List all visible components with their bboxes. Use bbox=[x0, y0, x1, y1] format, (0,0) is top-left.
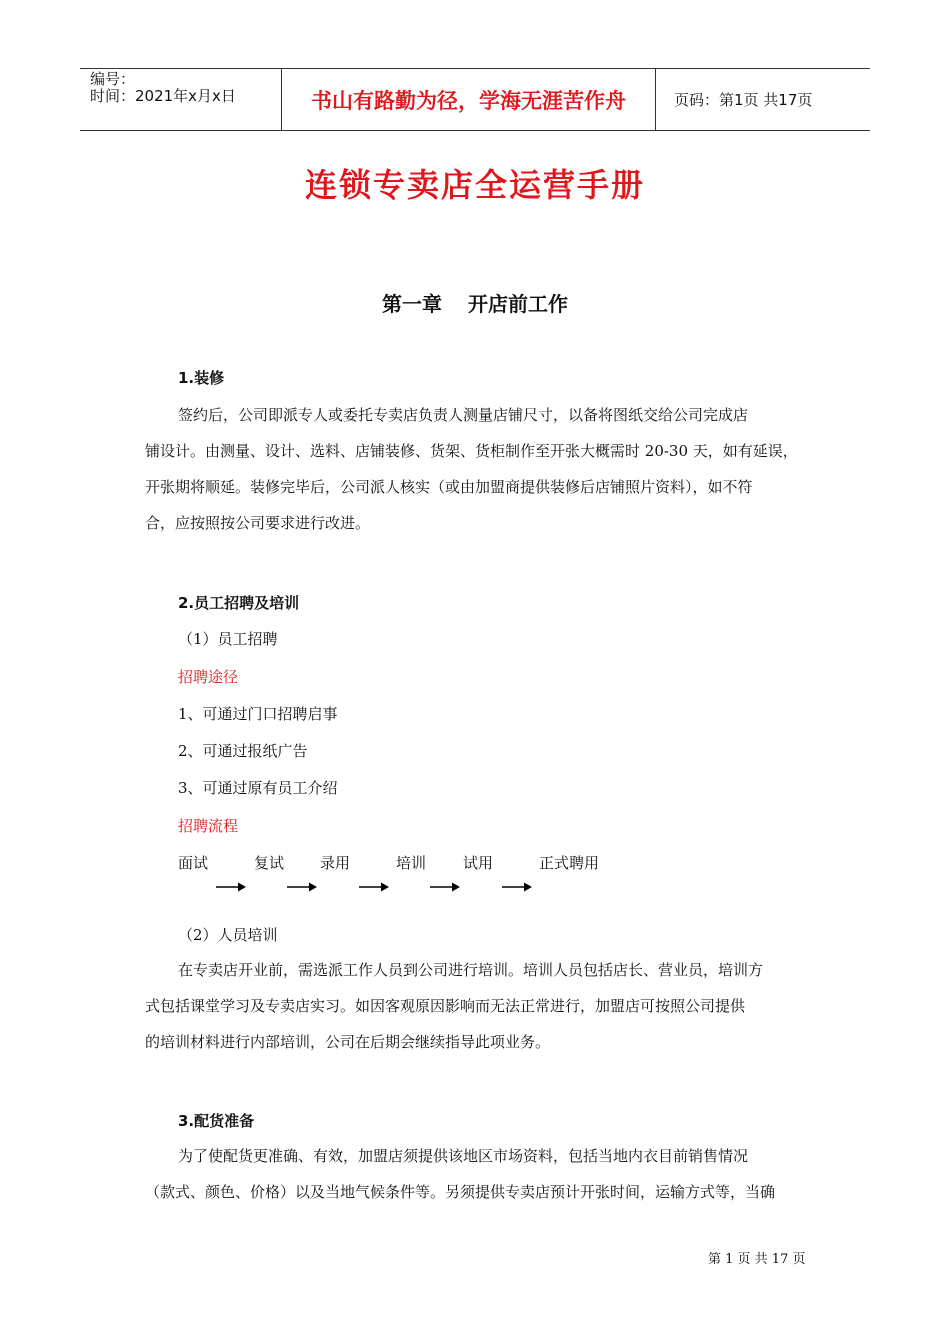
flow-step: 培训 bbox=[396, 854, 427, 872]
section-training-body bbox=[145, 952, 815, 1060]
chapter-number: 第一章 bbox=[382, 292, 442, 316]
flow-arrow-icon bbox=[502, 881, 532, 893]
flow-step: 录用 bbox=[320, 854, 351, 872]
recruitment-process-title: 招聘流程 bbox=[178, 817, 239, 835]
flow-arrow-icon bbox=[430, 881, 460, 893]
paragraph-line: 在专卖店开业前，需选派工作人员到公司进行培训。培训人员包括店长、营业员，培训方 bbox=[178, 961, 764, 979]
paragraph-line: 铺设计。由测量、设计、选料、店铺装修、货架、货柜制作至开张大概需时 20-30 天，如有延误， bbox=[145, 442, 798, 460]
paragraph-line: 合，应按照按公司要求进行改进。 bbox=[145, 514, 371, 532]
section-heading-staff: 2.员工招聘及培训 bbox=[178, 594, 300, 612]
recruitment-channels-title: 招聘途径 bbox=[178, 668, 239, 686]
subsection-recruitment: （1）员工招聘 bbox=[178, 630, 278, 648]
subsection-training: （2）人员培训 bbox=[178, 926, 278, 944]
section-heading-stock: 3.配货准备 bbox=[178, 1112, 255, 1130]
header-motto: 书山有路勤为径，学海无涯苦作舟 bbox=[281, 69, 656, 130]
header-page-number bbox=[664, 69, 870, 130]
paragraph-line: 开张期将顺延。装修完毕后，公司派人核实（或由加盟商提供装修后店铺照片资料），如不符 bbox=[145, 478, 753, 496]
flow-step: 复试 bbox=[254, 854, 285, 872]
flow-arrow-icon bbox=[216, 881, 246, 893]
paragraph-line: 的培训材料进行内部培训，公司在后期会继续指导此项业务。 bbox=[145, 1033, 551, 1051]
doc-time-label: 时间：2021年x月x日 bbox=[90, 87, 236, 105]
paragraph-line: 式包括课堂学习及专卖店实习。如因客观原因影响而无法正常进行，加盟店可按照公司提供 bbox=[145, 997, 746, 1015]
doc-id-label: 编号： bbox=[90, 70, 136, 88]
document-title: 连锁专卖店全运营手册 bbox=[304, 166, 645, 204]
paragraph-line: 为了使配货更准确、有效，加盟店须提供该地区市场资料，包括当地内衣目前销售情况 bbox=[178, 1147, 749, 1165]
flow-arrow-icon bbox=[359, 881, 389, 893]
page-number-label: 页码：第1页 共17页 bbox=[674, 91, 813, 109]
chapter-name: 开店前工作 bbox=[468, 292, 568, 316]
flow-arrow-icon bbox=[287, 881, 317, 893]
paragraph-line: （款式、颜色、价格）以及当地气候条件等。另须提供专卖店预计开张时间，运输方式等，当确 bbox=[145, 1183, 776, 1201]
channel-item: 1、可通过门口招聘启事 bbox=[178, 705, 338, 723]
header-meta bbox=[80, 69, 280, 130]
page-header bbox=[80, 68, 870, 131]
channel-item: 3、可通过原有员工介绍 bbox=[178, 779, 338, 797]
section-decoration-body bbox=[145, 397, 815, 541]
flow-step: 试用 bbox=[463, 854, 494, 872]
section-stock-body bbox=[145, 1138, 815, 1210]
page-footer: 第 1 页 共 17 页 bbox=[708, 1252, 806, 1267]
section-heading-decoration: 1.装修 bbox=[178, 369, 225, 387]
flow-step: 正式聘用 bbox=[539, 854, 600, 872]
paragraph-line: 签约后，公司即派专人或委托专卖店负责人测量店铺尺寸，以备将图纸交给公司完成店 bbox=[178, 406, 749, 424]
channel-item: 2、可通过报纸广告 bbox=[178, 742, 308, 760]
chapter-heading bbox=[0, 288, 950, 317]
flow-step: 面试 bbox=[178, 854, 209, 872]
